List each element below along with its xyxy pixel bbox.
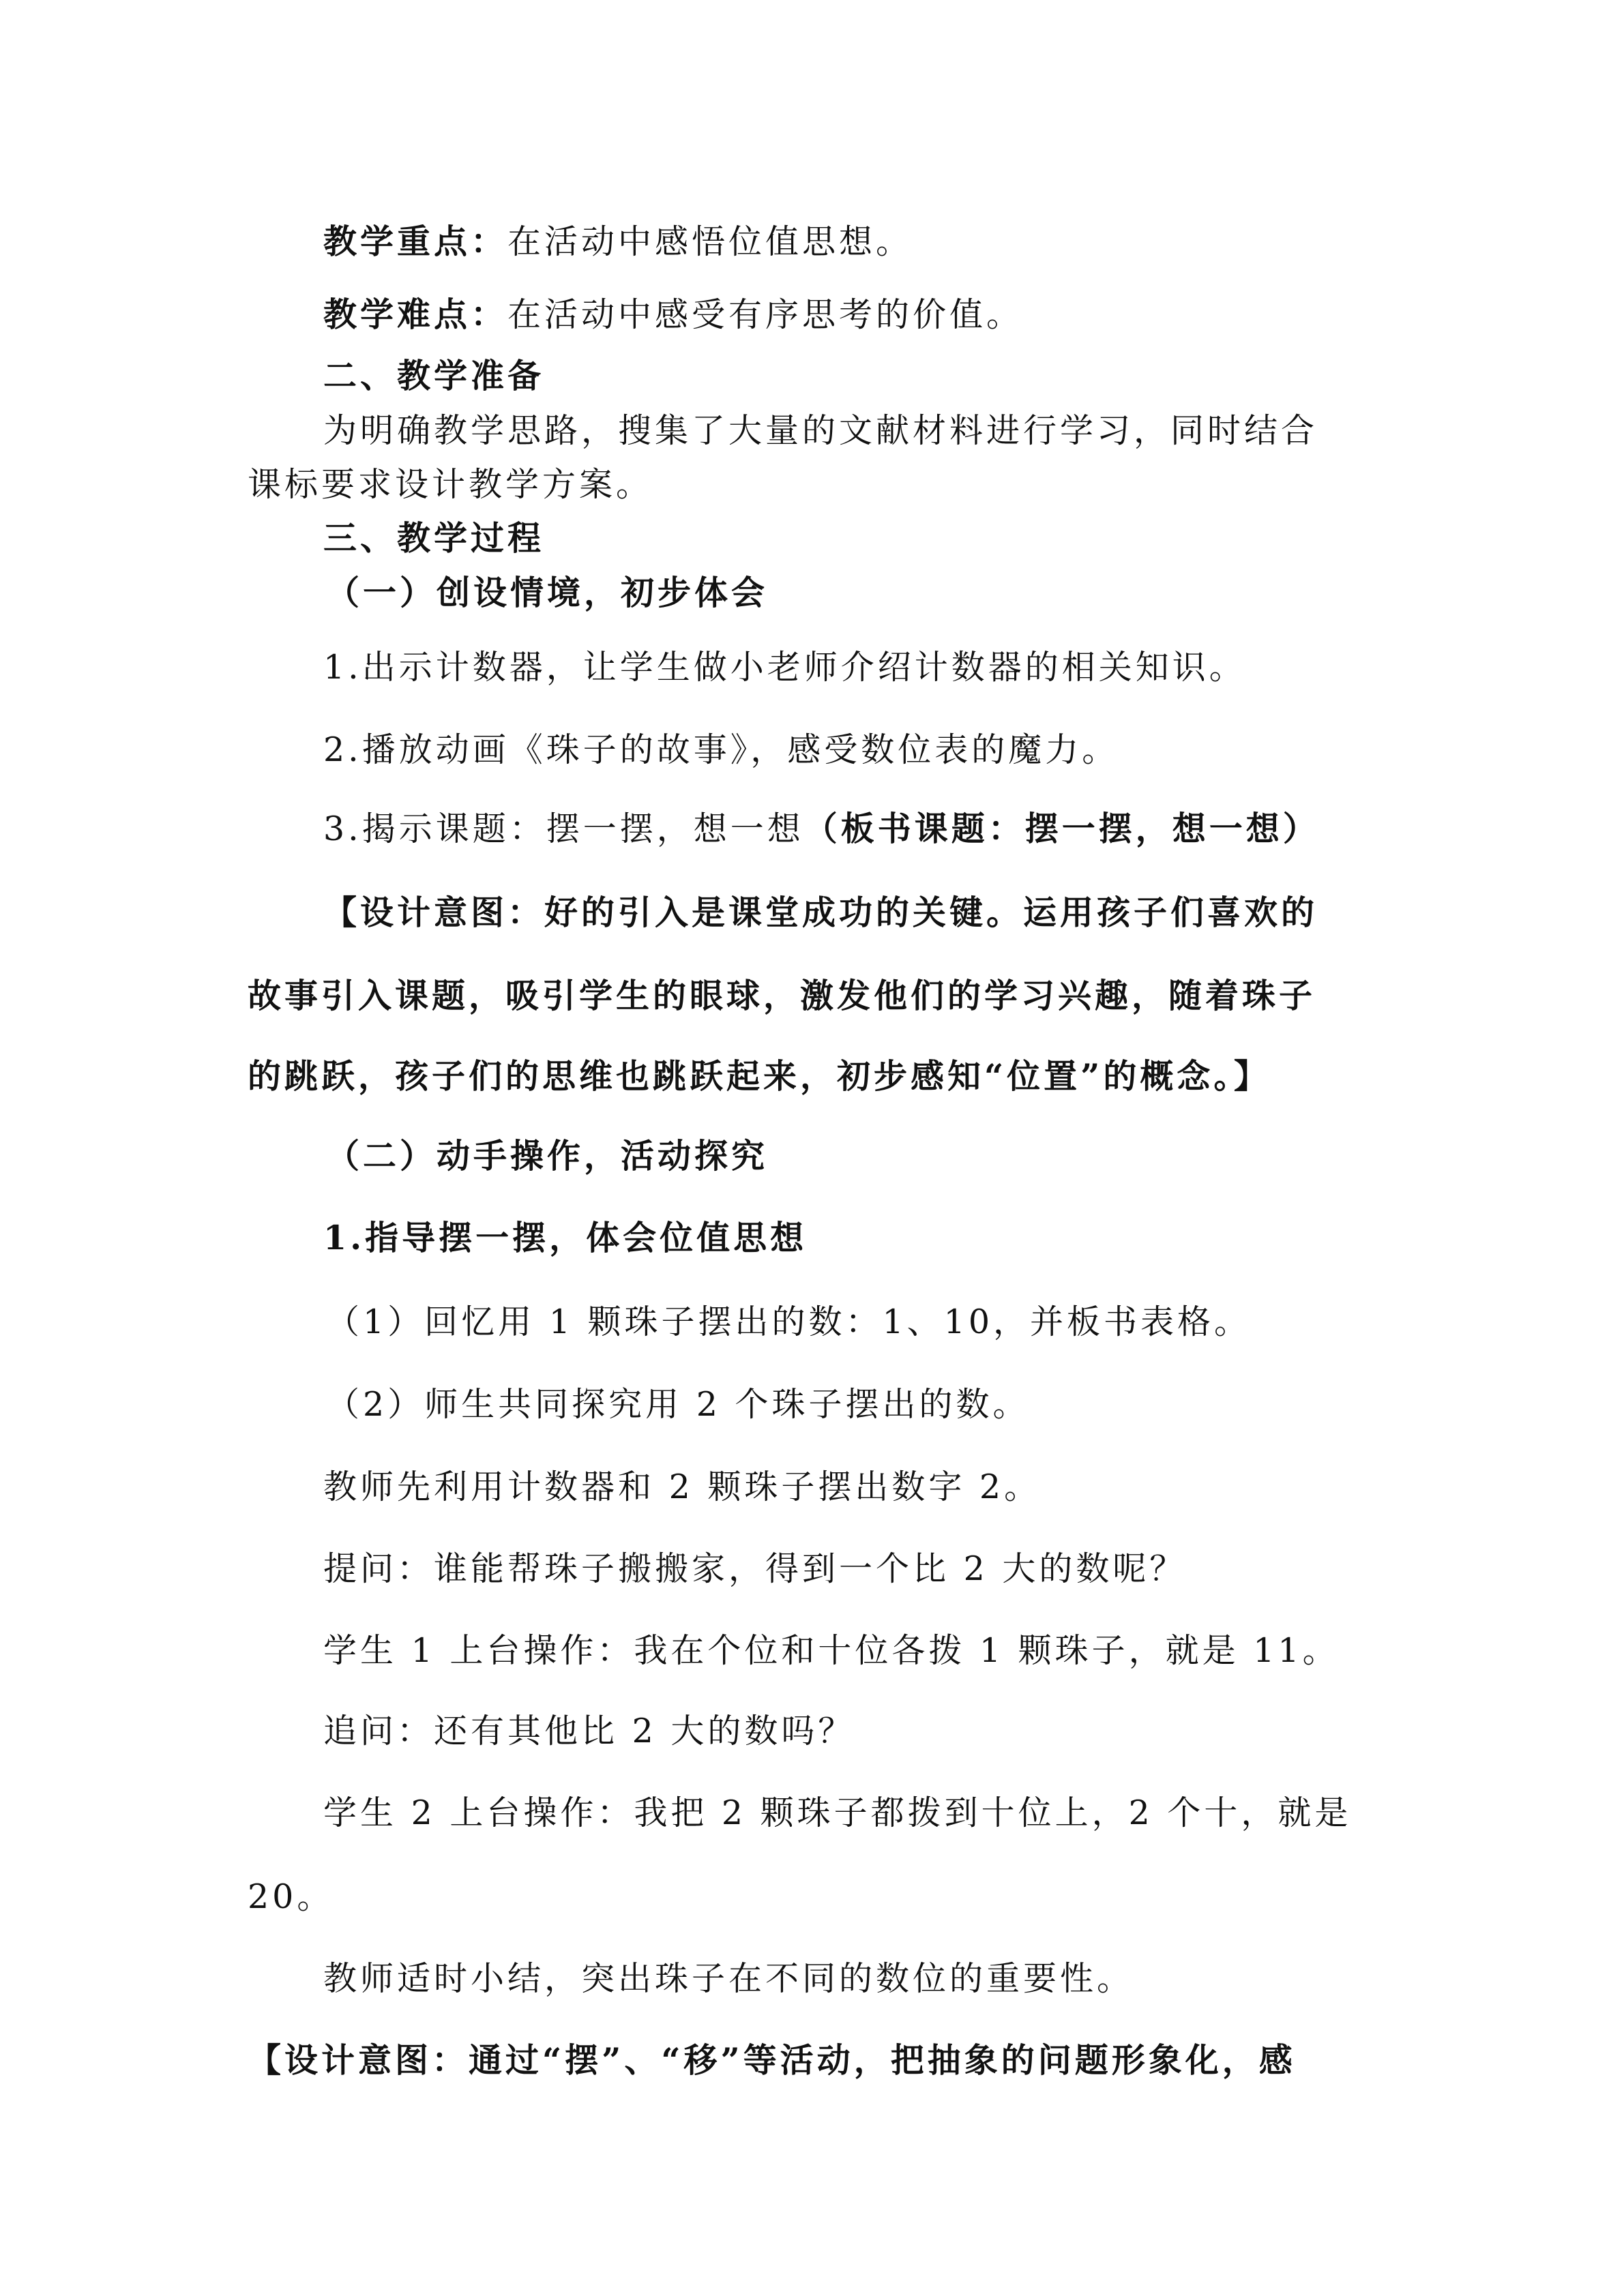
section2-heading: 二、教学准备 <box>323 356 545 396</box>
part1-heading: （一）创设情境，初步体会 <box>326 573 769 612</box>
section2-paragraph-line2: 课标要求设计教学方案。 <box>248 465 653 504</box>
key-point-text: 在活动中感悟位值思想。 <box>507 222 913 261</box>
item1-text: （1）回忆用 1 颗珠子摆出的数：1、10，并板书表格。 <box>326 1302 1252 1341</box>
teacher-demo-text: 教师先利用计数器和 2 颗珠子摆出数字 2。 <box>323 1467 1042 1506</box>
question1-text: 提问：谁能帮珠子搬搬家，得到一个比 2 大的数呢？ <box>323 1549 1187 1588</box>
step3-board-note: （板书课题：摆一摆，想一想） <box>803 809 1320 848</box>
part2-heading: （二）动手操作，活动探究 <box>326 1136 769 1176</box>
student2-line1: 学生 2 上台操作：我把 2 颗珠子都拨到十位上，2 个十，就是 <box>323 1793 1352 1832</box>
question2-text: 追问：还有其他比 2 大的数吗？ <box>323 1712 855 1750</box>
student2-line2: 20。 <box>248 1877 334 1916</box>
subheading1: 1.指导摆一摆，体会位值思想 <box>323 1218 808 1257</box>
section3-heading: 三、教学过程 <box>323 518 545 558</box>
difficulty-text: 在活动中感受有序思考的价值。 <box>507 295 1024 334</box>
step3-line <box>323 809 1320 848</box>
student1-text: 学生 1 上台操作：我在个位和十位各拨 1 颗珠子，就是 11。 <box>323 1631 1340 1670</box>
key-point-line <box>323 222 913 261</box>
design-intent2-line1: 【设计意图：通过“摆”、“移”等活动，把抽象的问题形象化，感 <box>248 2040 1296 2080</box>
difficulty-label: 教学难点： <box>323 295 508 334</box>
section2-paragraph-line1: 为明确教学思路，搜集了大量的文献材料进行学习，同时结合 <box>323 411 1318 450</box>
step2-text: 2.播放动画《珠子的故事》，感受数位表的魔力。 <box>323 730 1119 769</box>
design-intent1-line2: 故事引入课题，吸引学生的眼球，激发他们的学习兴趣，随着珠子 <box>248 976 1316 1015</box>
design-intent1-line3: 的跳跃，孩子们的思维也跳跃起来，初步感知“位置”的概念。】 <box>248 1056 1271 1096</box>
summary-text: 教师适时小结，突出珠子在不同的数位的重要性。 <box>323 1959 1134 1998</box>
key-point-label: 教学重点： <box>323 222 508 261</box>
step3-text: 3.揭示课题：摆一摆，想一想 <box>323 809 804 848</box>
step1-text: 1.出示计数器，让学生做小老师介绍计数器的相关知识。 <box>323 648 1246 687</box>
item2-text: （2）师生共同探究用 2 个珠子摆出的数。 <box>326 1385 1030 1424</box>
difficulty-line <box>323 295 1024 334</box>
design-intent1-line1: 【设计意图：好的引入是课堂成功的关键。运用孩子们喜欢的 <box>323 893 1318 932</box>
